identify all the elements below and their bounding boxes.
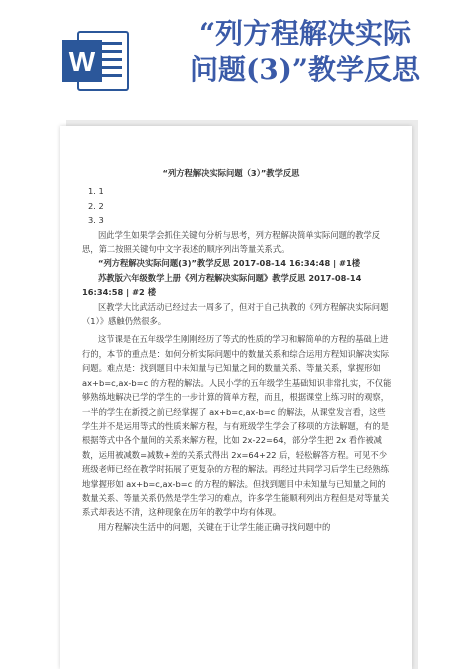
header xyxy=(0,0,474,120)
title-line-2: 问题(3)”教学反思 xyxy=(189,53,421,86)
post-meta: “列方程解决实际问题(3)”教学反思 2017-08-14 16:34:48 | #1楼 xyxy=(98,258,361,269)
list-item: 1. 1 xyxy=(88,186,104,197)
list-item: 2. 2 xyxy=(88,200,104,211)
word-document-icon xyxy=(62,30,130,92)
paragraph: 用方程解决生活中的问题，关键在于让学生能正确寻找问题中的 xyxy=(98,521,331,532)
list-item: 3. 3 xyxy=(88,215,104,226)
title-line-1: “列方程解决实际 xyxy=(198,17,412,50)
post-meta: 苏教版六年级数学上册《列方程解决实际问题》教学反思 2017-08-14 16:34:58 | #2 楼 xyxy=(82,272,362,298)
page-title xyxy=(150,16,460,88)
document-content xyxy=(82,166,392,534)
paragraph: 这节课是在五年级学生刚刚经历了等式的性质的学习和解简单的方程的基础上进行的，本节的重点是：如何分析实际问题中的数量关系和综合运用方程知识解决实际问题。难点是：找到题目中未知量与已知量之间的数量关系、等量关系，掌握形如 ax+b=c,ax-b=c 的方程的解法。人民小学的五年级学生基础知识非常扎实，不仅能够熟练地解决已学的学生的一步计算的简单方程，而且，根据课堂上练习时的观察，一半的学生在新授之前已经掌握了 ax+b=c,ax-b=c 的解法，从课堂发言看，这些学生并不是运用等式的性质来解方程，与有班级学生学会了移项的方法解题，有的是根据等式中各个量间的关系来解方程，比如 2x-22=64，部分学生把 2x 看作被减数，运用被减数=减数+差的关系式得出 2x=64+22 后，轻松解答方程。可见不少班级老师已经在教学时拓展了更复杂的方程的解法。再经过共同学习后学生已经熟练地掌握形如 ax+b=c,ax-b=c 的方程的解法。但找到题目中未知量与已知量之间的数量关系、等量关系仍然是学生学习的难点，许多学生能顺利列出方程但是对等量关系式却表达不清，这种现象在历年的教学中均有体现。 xyxy=(82,334,392,518)
document-page xyxy=(60,126,412,669)
paragraph: 因此学生如果学会抓住关键句分析与思考，列方程解决简单实际问题的教学反思，第二按照关键句中文字表述的顺序列出等量关系式。 xyxy=(82,229,381,255)
paragraph: 区教学大比武活动已经过去一周多了，但对于自己执教的《列方程解决实际问题（1）》感触仍然很多。 xyxy=(82,301,389,327)
logo-letter: W xyxy=(68,46,96,77)
document-heading: “列方程解决实际问题（3）”教学反思 xyxy=(162,168,300,178)
